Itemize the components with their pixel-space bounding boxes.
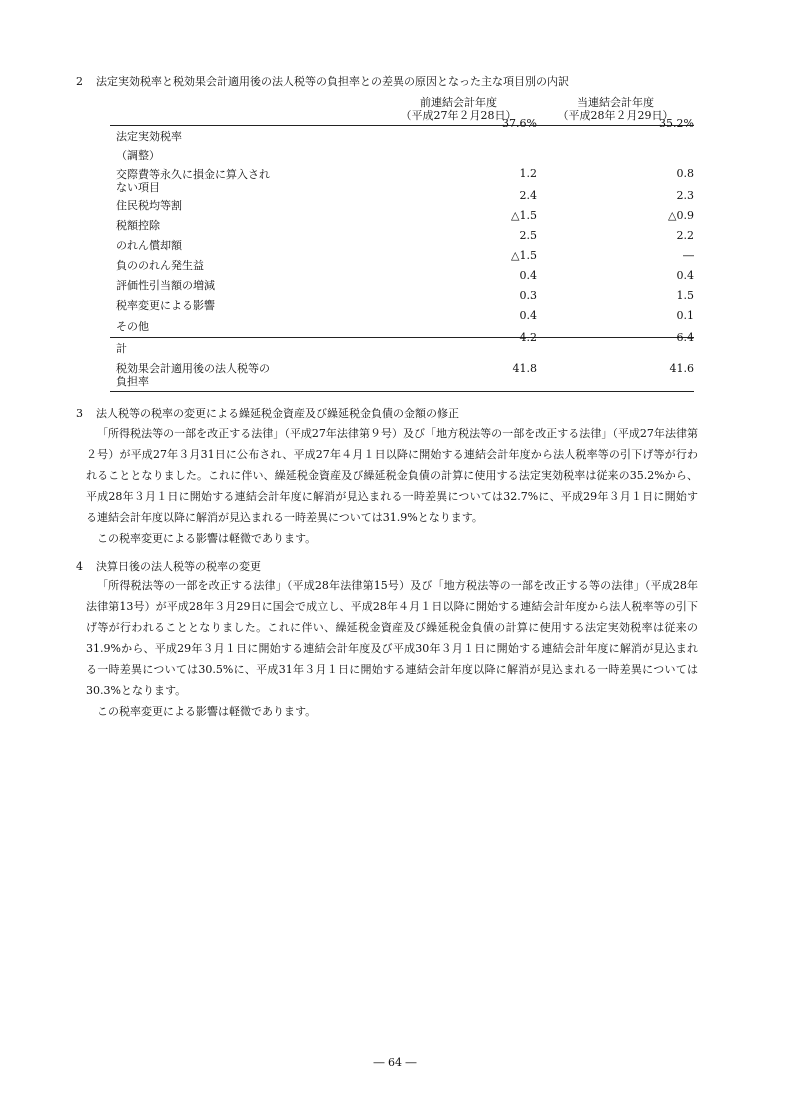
- row-label: 負ののれん発生益: [116, 259, 204, 272]
- value-prev: △1.5: [511, 248, 537, 262]
- row-label: のれん償却額: [116, 239, 182, 252]
- value-curr: 41.6: [669, 361, 694, 375]
- value-prev: 0.3: [519, 288, 537, 302]
- value-prev: 0.4: [519, 268, 537, 282]
- section-3-body: [86, 423, 698, 549]
- value-curr: 35.2%: [659, 117, 694, 130]
- row-label: 評価性引当額の増減: [116, 279, 215, 292]
- table-row-total: [110, 338, 694, 360]
- table-row: [110, 360, 694, 392]
- value-curr: 1.5: [676, 288, 694, 302]
- paragraph: この税率変更による影響は軽微であります。: [97, 532, 317, 545]
- section-title: 法人税等の税率の変更による繰延税金資産及び繰延税金負債の金額の修正: [96, 407, 459, 420]
- value-prev: 37.6%: [502, 117, 537, 130]
- row-label: 住民税均等割: [116, 199, 182, 212]
- page-number: ― 64 ―: [373, 1056, 417, 1069]
- tax-rate-reconciliation-table: [110, 94, 694, 392]
- value-curr: △0.9: [668, 208, 694, 222]
- value-prev: 1.2: [519, 166, 537, 180]
- value-curr: 6.4: [676, 331, 694, 344]
- row-label: 税率変更による影響: [116, 299, 215, 312]
- section-title: 決算日後の法人税等の税率の変更: [96, 560, 261, 573]
- section-3-heading: [76, 405, 459, 421]
- row-label: その他: [116, 319, 149, 333]
- header-blank: [110, 94, 380, 126]
- value-curr: ―: [683, 248, 694, 262]
- section-title: 法定実効税率と税効果会計適用後の法人税等の負担率との差異の原因となった主な項目別の内訳: [96, 75, 569, 88]
- table-row: [110, 146, 694, 166]
- header-prev-line2: （平成27年２月28日）: [400, 109, 517, 122]
- value-curr: 0.1: [676, 308, 694, 322]
- value-prev: 2.4: [519, 188, 537, 202]
- paragraph: 「所得税法等の一部を改正する法律」（平成27年法律第９号）及び「地方税法等の一部を改正する法律」（平成27年法律第２号）が平成27年３月31日に公布され、平成27年４月１日以降に開始する連結会計年度から法人税率等の引下げ等が行われることとなりました。これに伴い、繰延税金資産及び繰延税金負債の計算に使用する法定実効税率は従来の35.2%から、平成28年３月１日に開始する連結会計年度に解消が見込まれる一時差異については32.7%に、平成29年３月１日に開始する連結会計年度以降に解消が見込まれる一時差異については31.9%となります。: [86, 427, 698, 524]
- value-prev: 0.4: [519, 308, 537, 322]
- table-row: [110, 126, 694, 146]
- section-4-body: [86, 575, 698, 722]
- section-number: 4: [76, 560, 83, 573]
- value-curr: 0.4: [676, 268, 694, 282]
- value-prev: △1.5: [511, 208, 537, 222]
- row-label: 計: [116, 342, 127, 356]
- row-label: 交際費等永久に損金に算入されない項目: [116, 167, 270, 194]
- value-curr: 2.3: [676, 188, 694, 202]
- paragraph: 「所得税法等の一部を改正する法律」（平成28年法律第15号）及び「地方税法等の一部を改正する等の法律」（平成28年法律第13号）が平成28年３月29日に国会で成立し、平成28年４月１日以降に開始する連結会計年度から法人税率等の引下げ等が行われることとなりました。これに伴い、繰延税金資産及び繰延税金負債の計算に使用する法定実効税率は従来の31.9%から、平成29年３月１日に開始する連結会計年度及び平成30年３月１日に開始する連結会計年度に解消が見込まれる一時差異については30.5%に、平成31年３月１日に開始する連結会計年度以降に解消が見込まれる一時差異については30.3%となります。: [86, 579, 698, 697]
- section-number: 3: [76, 407, 83, 420]
- row-label: 税額控除: [116, 219, 160, 232]
- section-number: 2: [76, 75, 83, 88]
- paragraph: この税率変更による影響は軽微であります。: [97, 705, 317, 718]
- header-curr-line1: 当連結会計年度: [577, 96, 654, 109]
- value-curr: 2.2: [676, 228, 694, 242]
- section-4-heading: [76, 558, 261, 574]
- header-curr-line2: （平成28年２月29日）: [557, 109, 674, 122]
- value-prev: 4.2: [519, 331, 537, 344]
- row-label: （調整）: [116, 149, 160, 162]
- section-2-heading: [76, 73, 569, 89]
- header-prev-line1: 前連結会計年度: [420, 96, 497, 109]
- value-curr: 0.8: [676, 166, 694, 180]
- value-prev: 41.8: [512, 361, 537, 375]
- value-prev: 2.5: [519, 228, 537, 242]
- row-label: 法定実効税率: [116, 130, 182, 144]
- row-label: 税効果会計適用後の法人税等の負担率: [116, 362, 270, 389]
